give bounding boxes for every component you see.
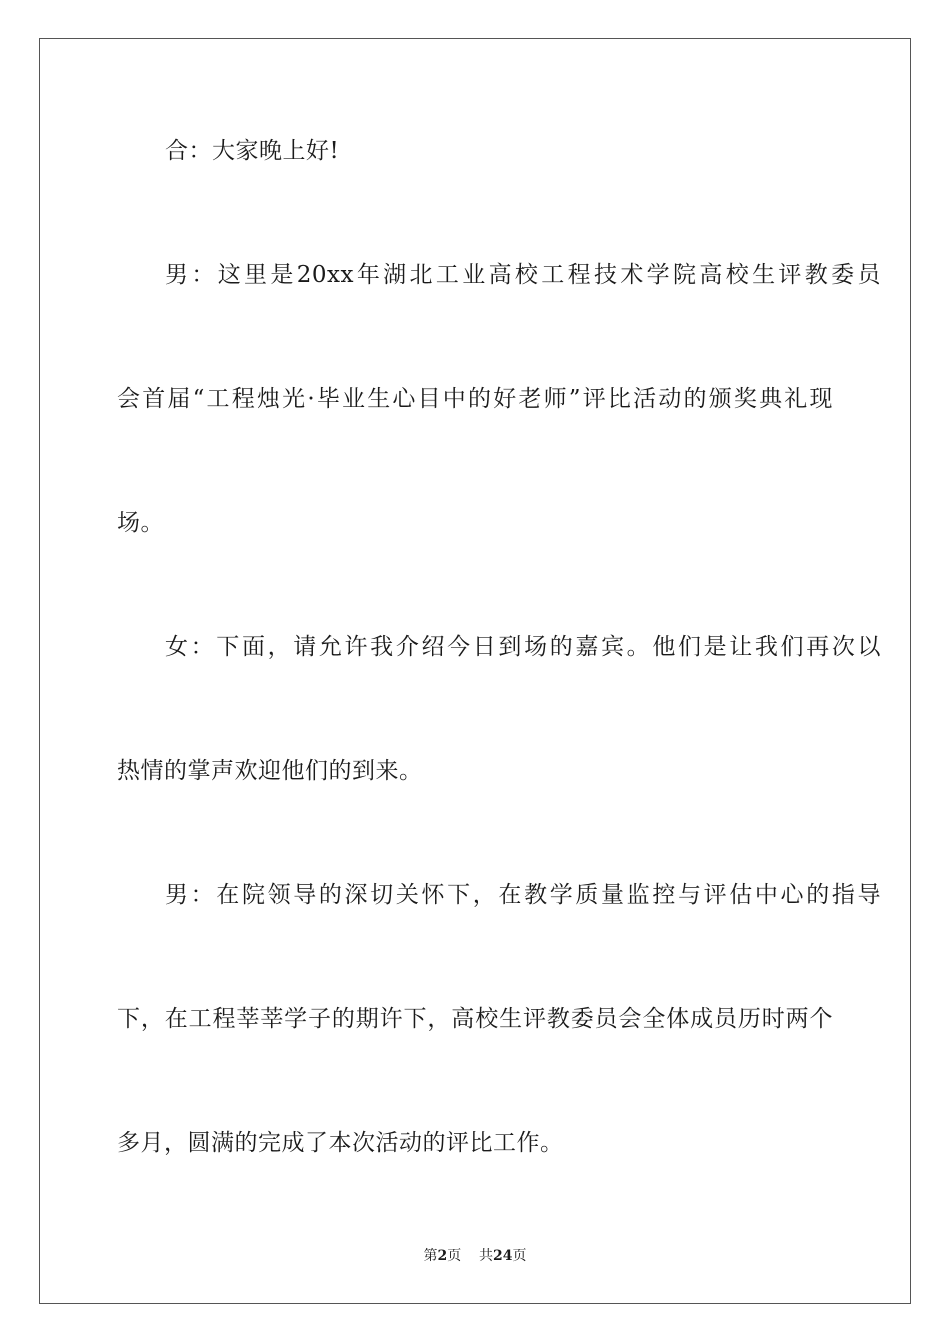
footer-total-suffix: 页 <box>512 1248 527 1264</box>
paragraph-line-8: 下，在工程莘莘学子的期许下，高校生评教委员会全体成员历时两个 <box>117 1006 833 1032</box>
page-border <box>39 38 911 1304</box>
paragraph-line-4: 场。 <box>117 510 164 536</box>
page-footer <box>0 1247 950 1265</box>
paragraph-line-7: 男：在院领导的深切关怀下，在教学质量监控与评估中心的指导 <box>165 882 881 908</box>
paragraph-line-6: 热情的掌声欢迎他们的到来。 <box>117 758 423 784</box>
footer-total-prefix: 共 <box>479 1248 494 1264</box>
paragraph-line-3: 会首届“工程烛光·毕业生心目中的好老师”评比活动的颁奖典礼现 <box>117 386 833 412</box>
paragraph-line-9: 多月，圆满的完成了本次活动的评比工作。 <box>117 1130 564 1156</box>
paragraph-line-2: 男：这里是20xx年湖北工业高校工程技术学院高校生评教委员 <box>165 262 881 288</box>
footer-page-number: 2 <box>437 1248 448 1264</box>
paragraph-line-1: 合：大家晚上好! <box>165 138 340 164</box>
paragraph-line-5: 女：下面，请允许我介绍今日到场的嘉宾。他们是让我们再次以 <box>165 634 881 660</box>
footer-total-pages: 24 <box>493 1248 513 1264</box>
footer-page-suffix: 页 <box>447 1248 462 1264</box>
footer-page-prefix: 第 <box>423 1248 438 1264</box>
